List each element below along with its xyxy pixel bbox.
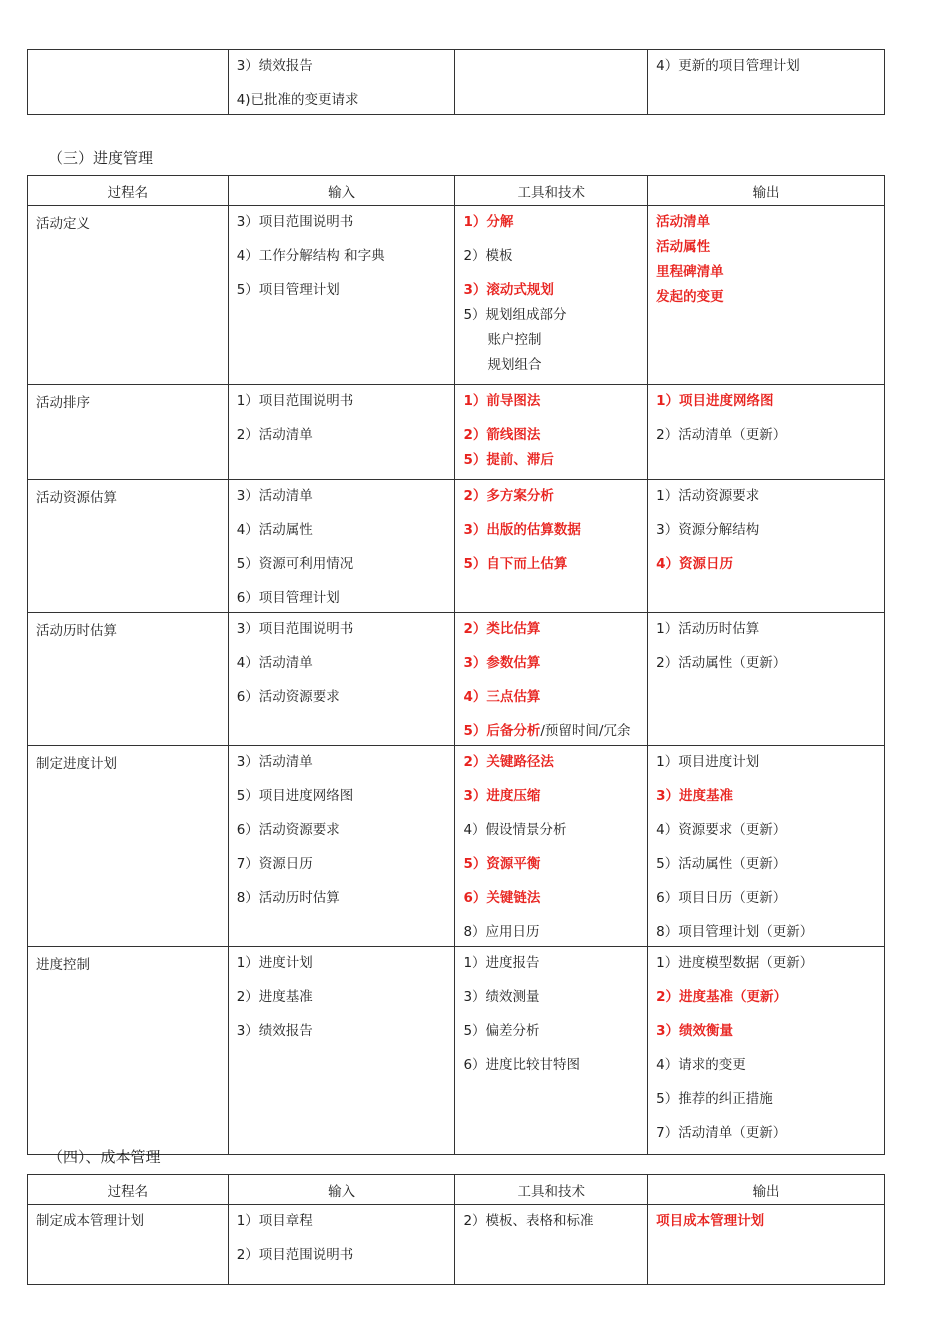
output-item: 4）资源日历 bbox=[656, 556, 734, 572]
table-row bbox=[28, 385, 885, 480]
process-name: 活动资源估算 bbox=[36, 490, 117, 506]
cont-input-cell bbox=[228, 50, 455, 115]
input-item: 6）活动资源要求 bbox=[236, 822, 340, 838]
schedule-table bbox=[27, 175, 885, 1155]
tool-item: 5）提前、滞后 bbox=[463, 452, 554, 468]
input-item: 2）活动清单 bbox=[236, 427, 313, 443]
output-item: 2）活动属性（更新） bbox=[656, 655, 787, 671]
input-item: 6）活动资源要求 bbox=[236, 689, 340, 705]
input-item: 2）进度基准 bbox=[236, 989, 313, 1005]
output-item: 8）项目管理计划（更新） bbox=[656, 924, 814, 940]
tool-item: 4）三点估算 bbox=[463, 689, 541, 705]
table-header-row bbox=[28, 1175, 885, 1205]
output-item: 6）项目日历（更新） bbox=[656, 890, 787, 906]
tool-item: 1）进度报告 bbox=[463, 955, 540, 971]
input-item: 7）资源日历 bbox=[236, 856, 313, 872]
output-item: 项目成本管理计划 bbox=[656, 1213, 765, 1229]
tool-item: 4）假设情景分析 bbox=[463, 822, 567, 838]
tool-item: 3）滚动式规划 bbox=[463, 282, 554, 298]
header-tools: 工具和技术 bbox=[455, 176, 648, 206]
output-item: 2）进度基准（更新） bbox=[656, 989, 788, 1005]
process-name: 活动排序 bbox=[36, 395, 90, 411]
output-item: 活动清单 bbox=[656, 214, 711, 230]
output-item: 4）请求的变更 bbox=[656, 1057, 746, 1073]
header-output: 输出 bbox=[648, 176, 885, 206]
tool-item: 1）前导图法 bbox=[463, 393, 541, 409]
tool-item: 3）参数估算 bbox=[463, 655, 541, 671]
tool-item: 6）进度比较甘特图 bbox=[463, 1057, 581, 1073]
section-heading-cost: （四）、成本管理 bbox=[48, 1148, 161, 1166]
output-item: 1）项目进度计划 bbox=[656, 754, 760, 770]
output-item: 5）推荐的纠正措施 bbox=[656, 1091, 773, 1107]
header-process-name: 过程名 bbox=[28, 1175, 229, 1205]
output-item: 3）进度基准 bbox=[656, 788, 734, 804]
output-item: 1）活动资源要求 bbox=[656, 488, 760, 504]
input-item: 3）活动清单 bbox=[236, 754, 313, 770]
tool-item: 2）关键路径法 bbox=[463, 754, 554, 770]
input-item: 6）项目管理计划 bbox=[236, 590, 340, 606]
input-item: 3）活动清单 bbox=[236, 488, 313, 504]
input-item: 5）项目管理计划 bbox=[236, 282, 340, 298]
cont-output-item: 4）更新的项目管理计划 bbox=[656, 58, 800, 74]
process-name: 活动定义 bbox=[36, 216, 90, 232]
cont-output-cell bbox=[648, 50, 885, 115]
cont-input-item: 4)已批准的变更请求 bbox=[236, 92, 359, 108]
tool-item: 2）模板、表格和标准 bbox=[463, 1213, 594, 1229]
input-item: 1）进度计划 bbox=[236, 955, 313, 971]
cont-tools-cell bbox=[455, 50, 648, 115]
tool-item-bold-part: 5）后备分析 bbox=[463, 723, 541, 739]
header-process-name: 过程名 bbox=[28, 176, 229, 206]
output-item: 发起的变更 bbox=[656, 289, 724, 305]
tool-item: 5）规划组成部分 bbox=[463, 307, 567, 323]
process-name: 活动历时估算 bbox=[36, 623, 117, 639]
input-item: 4）工作分解结构 和字典 bbox=[236, 248, 385, 264]
tool-item: 2）多方案分析 bbox=[463, 488, 554, 504]
input-item: 5）资源可利用情况 bbox=[236, 556, 354, 572]
input-item: 2）项目范围说明书 bbox=[236, 1247, 354, 1263]
input-item: 1）项目范围说明书 bbox=[236, 393, 354, 409]
header-input: 输入 bbox=[228, 1175, 455, 1205]
input-item: 3）绩效报告 bbox=[236, 1023, 313, 1039]
table-row bbox=[28, 480, 885, 613]
tool-item: 5）资源平衡 bbox=[463, 856, 541, 872]
output-item: 1）项目进度网络图 bbox=[656, 393, 774, 409]
input-item: 5）项目进度网络图 bbox=[236, 788, 354, 804]
output-item: 1）进度模型数据（更新） bbox=[656, 955, 814, 971]
output-item: 3）绩效衡量 bbox=[656, 1023, 734, 1039]
tool-item: 6）关键链法 bbox=[463, 890, 541, 906]
cont-input-item: 3）绩效报告 bbox=[236, 58, 313, 74]
tool-item: 8）应用日历 bbox=[463, 924, 540, 940]
input-item: 3）项目范围说明书 bbox=[236, 621, 354, 637]
input-item: 4）活动清单 bbox=[236, 655, 313, 671]
tool-item: 3）进度压缩 bbox=[463, 788, 541, 804]
input-item: 3）项目范围说明书 bbox=[236, 214, 354, 230]
tool-item: 2）箭线图法 bbox=[463, 427, 541, 443]
tool-item-rest-part: /预留时间/冗余 bbox=[540, 723, 631, 739]
tool-item: 5）自下而上估算 bbox=[463, 556, 568, 572]
table-row bbox=[28, 613, 885, 746]
table-row bbox=[28, 947, 885, 1155]
tool-item: 3）出版的估算数据 bbox=[463, 522, 581, 538]
output-item: 1）活动历时估算 bbox=[656, 621, 760, 637]
output-item: 2）活动清单（更新） bbox=[656, 427, 787, 443]
output-item: 里程碑清单 bbox=[656, 264, 724, 280]
header-input: 输入 bbox=[228, 176, 455, 206]
process-name: 制定成本管理计划 bbox=[36, 1213, 144, 1229]
cost-table bbox=[27, 1174, 885, 1285]
tool-item: 5）偏差分析 bbox=[463, 1023, 540, 1039]
output-item: 7）活动清单（更新） bbox=[656, 1125, 787, 1141]
header-output: 输出 bbox=[648, 1175, 885, 1205]
output-item: 活动属性 bbox=[656, 239, 711, 255]
output-item: 4）资源要求（更新） bbox=[656, 822, 787, 838]
table-row bbox=[28, 746, 885, 947]
tool-item-mixed bbox=[463, 721, 639, 741]
tool-item: 1）分解 bbox=[463, 214, 514, 230]
table-row bbox=[28, 206, 885, 385]
tool-item: 2）类比估算 bbox=[463, 621, 541, 637]
output-item: 5）活动属性（更新） bbox=[656, 856, 787, 872]
tool-item: 2）模板 bbox=[463, 248, 513, 264]
process-name: 制定进度计划 bbox=[36, 756, 117, 772]
table-header-row bbox=[28, 176, 885, 206]
continuation-table bbox=[27, 49, 885, 115]
input-item: 1）项目章程 bbox=[236, 1213, 313, 1229]
input-item: 8）活动历时估算 bbox=[236, 890, 340, 906]
header-tools: 工具和技术 bbox=[455, 1175, 648, 1205]
tool-subitem: 规划组合 bbox=[487, 357, 542, 373]
table-row bbox=[28, 1205, 885, 1285]
input-item: 4）活动属性 bbox=[236, 522, 313, 538]
tool-item: 3）绩效测量 bbox=[463, 989, 540, 1005]
section-heading-schedule: （三）进度管理 bbox=[48, 149, 154, 167]
process-name: 进度控制 bbox=[36, 957, 90, 973]
tool-subitem: 账户控制 bbox=[487, 332, 542, 348]
output-item: 3）资源分解结构 bbox=[656, 522, 760, 538]
cont-name-cell bbox=[28, 50, 229, 115]
